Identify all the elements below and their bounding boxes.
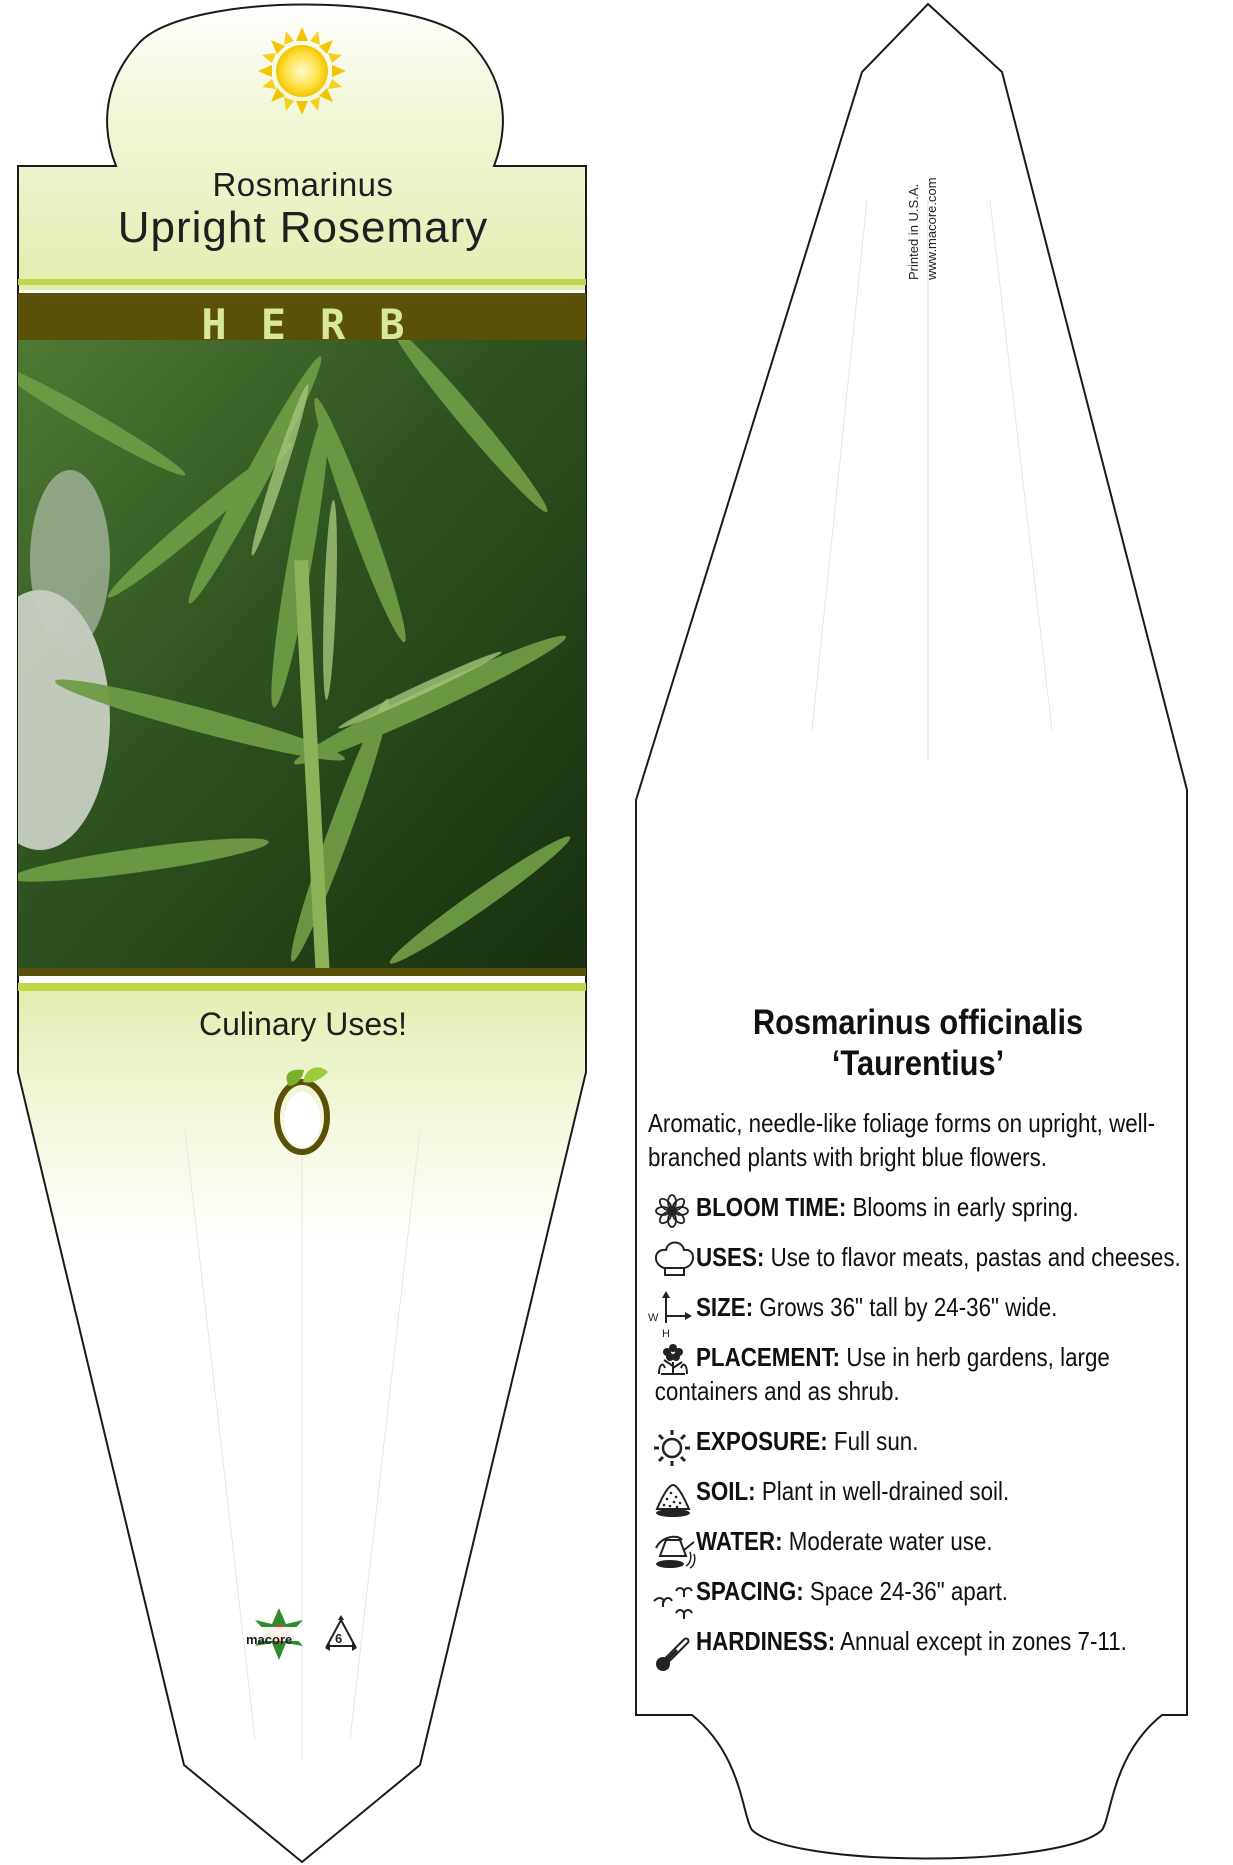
front-tag — [0, 0, 610, 1862]
tagline: Culinary Uses! — [198, 1006, 408, 1042]
sun-icon — [258, 27, 346, 115]
attribute-label: SIZE: — [696, 1292, 754, 1322]
attribute-label: EXPOSURE: — [696, 1426, 828, 1456]
attribute-soil — [648, 1474, 1188, 1508]
cultivar-name: ‘Taurentius’ — [831, 1044, 1005, 1083]
attribute-text: Grows 36" tall by 24-36" wide. — [759, 1292, 1058, 1322]
category-label: HERB — [201, 300, 439, 349]
attribute-label: WATER: — [696, 1526, 783, 1556]
attribute-text: Full sun. — [833, 1426, 919, 1456]
attribute-exposure — [648, 1424, 1188, 1458]
svg-text:W: W — [648, 1312, 659, 1324]
attribute-text: Use to flavor meats, pastas and cheeses. — [770, 1242, 1181, 1272]
attribute-placement — [648, 1340, 1188, 1408]
back-content — [648, 1002, 1188, 1658]
front-common-name: Upright Rosemary — [117, 203, 489, 252]
attribute-label: PLACEMENT: — [696, 1342, 841, 1372]
attribute-label: USES: — [696, 1242, 765, 1272]
attribute-text: Blooms in early spring. — [852, 1192, 1079, 1222]
attribute-spacing — [648, 1574, 1188, 1608]
svg-text:H: H — [662, 1328, 670, 1340]
maker-logo-text: macore — [246, 1632, 293, 1647]
botanical-name: Rosmarinus officinalis — [752, 1003, 1084, 1042]
attribute-hardiness — [648, 1624, 1188, 1658]
attribute-bloom-time — [648, 1190, 1188, 1224]
attribute-water — [648, 1524, 1188, 1558]
printed-in: Printed in U.S.A. — [906, 183, 921, 280]
attribute-uses — [648, 1240, 1188, 1274]
attribute-label: SOIL: — [696, 1476, 756, 1506]
description: Aromatic, needle-like foliage forms on upright, well-branched plants with bright blue flowers. — [648, 1108, 1156, 1172]
attribute-size — [648, 1290, 1188, 1324]
rosemary-photo — [0, 322, 586, 980]
printed-info — [905, 100, 941, 280]
attribute-text-continued: containers and as shrub. — [654, 1376, 900, 1406]
attribute-text: Moderate water use. — [788, 1526, 993, 1556]
attribute-text: Use in herb gardens, large — [846, 1342, 1110, 1372]
recycle-code: 6 — [335, 1631, 343, 1646]
front-genus-name: Rosmarinus — [212, 166, 394, 203]
attribute-label: HARDINESS: — [696, 1626, 836, 1656]
attribute-label: SPACING: — [696, 1576, 804, 1606]
attribute-label: BLOOM TIME: — [696, 1192, 847, 1222]
attribute-text: Annual except in zones 7-11. — [840, 1626, 1127, 1656]
attribute-text: Space 24-36" apart. — [809, 1576, 1009, 1606]
attribute-text: Plant in well-drained soil. — [761, 1476, 1010, 1506]
website: www.macore.com — [924, 177, 939, 280]
